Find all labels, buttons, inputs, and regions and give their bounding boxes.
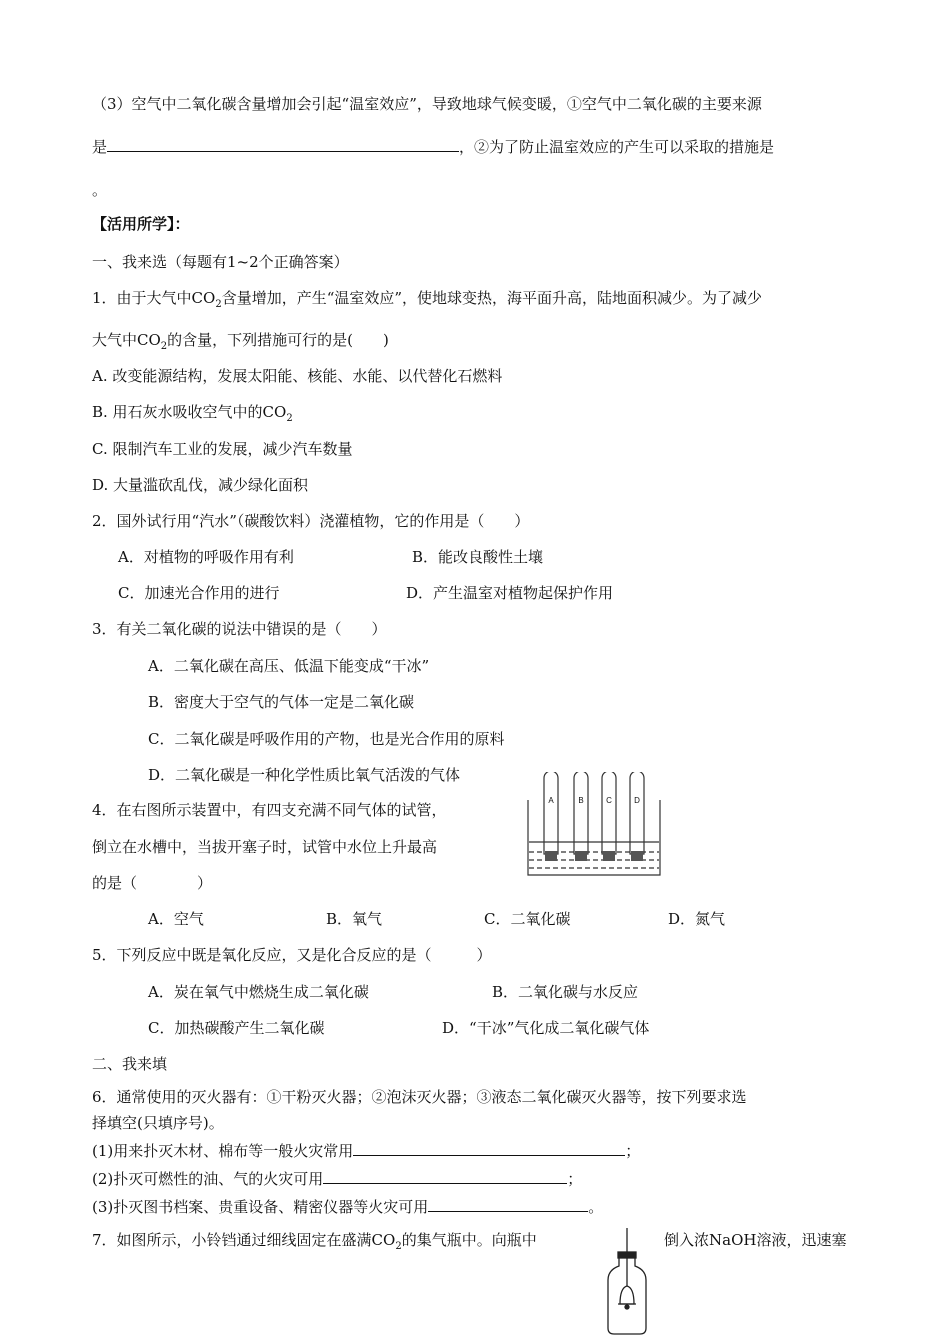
q3-line2: 是 ，②为了防止温室效应的产生可以采取的措施是 (92, 138, 775, 156)
tube-label-a: A (548, 796, 554, 805)
q2-option-c: C．加速光合作用的进行 (118, 584, 280, 602)
q5-stem: 5．下列反应中既是氧化反应，又是化合反应的是（ ） (92, 946, 492, 964)
part1-title: 一、我来选（每题有1~2个正确答案） (92, 253, 349, 271)
q6-line2: 择填空(只填序号)。 (92, 1114, 224, 1132)
q1-option-b: B. 用石灰水吸收空气中的$CO_2$ (92, 403, 293, 424)
q5-option-d: D．“干冰”气化成二氧化碳气体 (442, 1019, 650, 1037)
q4-option-c: C．二氧化碳 (484, 910, 571, 928)
test-tube-apparatus-figure (525, 772, 665, 880)
q5-option-b: B．二氧化碳与水反应 (492, 983, 639, 1001)
q6-line1: 6．通常使用的灭火器有：①干粉灭火器；②泡沫灭火器；③液态二氧化碳灭火器等，按下列要求选 (92, 1088, 747, 1106)
q7-stem-left: 7．如图所示，小铃铛通过细线固定在盛满$CO_2$的集气瓶中。向瓶中 (92, 1231, 537, 1252)
q3m-option-d: D．二氧化碳是一种化学性质比氧气活泼的气体 (148, 766, 461, 784)
bottle-stopper (618, 1252, 636, 1258)
stopper-b (575, 851, 587, 861)
q1-stem-line2: 大气中$CO_2$的含量，下列措施可行的是( ) (92, 331, 389, 352)
q3m-option-c: C．二氧化碳是呼吸作用的产物，也是光合作用的原料 (148, 730, 505, 748)
bell-icon (620, 1286, 634, 1304)
q4-line1: 4．在右图所示装置中，有四支充满不同气体的试管， (92, 801, 447, 819)
section-title: 【活用所学】： (92, 215, 190, 233)
q4-option-b: B．氧气 (326, 910, 383, 928)
q2-option-b: B．能改良酸性土壤 (412, 548, 544, 566)
q3m-option-a: A．二氧化碳在高压、低温下能变成“干冰” (148, 657, 430, 675)
q5-option-c: C．加热碳酸产生二氧化碳 (148, 1019, 325, 1037)
tube-label-b: B (578, 796, 584, 805)
q1-stem-line1: 1．由于大气中$CO_2$含量增加，产生“温室效应”，使地球变热，海平面升高，陆地面积减少。为了减少 (92, 289, 763, 310)
q3-answer-blank[interactable] (107, 137, 459, 152)
part2-title: 二、我来填 (92, 1055, 168, 1073)
q2-stem: 2．国外试行用“汽水”（碳酸饮料）浇灌植物，它的作用是（ ） (92, 512, 530, 530)
q7-stem-right: 倒入浓NaOH溶液，迅速塞 (664, 1231, 847, 1249)
q4-option-d: D．氮气 (668, 910, 726, 928)
stopper-d (631, 851, 643, 861)
water-trough (528, 800, 660, 875)
q1-option-c: C. 限制汽车工业的发展，减少汽车数量 (92, 440, 353, 458)
q3-line1: （3）空气中二氧化碳含量增加会引起“温室效应”，导致地球气候变暖，①空气中二氧化碳的主要来源 (92, 95, 762, 113)
q2-option-a: A．对植物的呼吸作用有利 (118, 548, 294, 566)
q1-option-d: D. 大量滥砍乱伐，减少绿化面积 (92, 476, 309, 494)
q3-line3: 。 (92, 181, 108, 199)
q6-sub3-blank[interactable] (428, 1197, 588, 1212)
q4-line3: 的是（ ） (92, 874, 213, 892)
q4-line2: 倒立在水槽中，当拔开塞子时，试管中水位上升最高 (92, 838, 438, 856)
q1-option-a: A. 改变能源结构，发展太阳能、核能、水能、以代替化石燃料 (92, 367, 503, 385)
stopper-a (545, 851, 557, 861)
q2-option-d: D．产生温室对植物起保护作用 (406, 584, 614, 602)
q3m-option-b: B．密度大于空气的气体一定是二氧化碳 (148, 693, 415, 711)
tube-label-c: C (606, 796, 612, 805)
tube-label-d: D (634, 796, 640, 805)
q4-option-a: A．空气 (148, 910, 204, 928)
q6-sub3: (3)扑灭图书档案、贵重设备、精密仪器等火灾可用 。 (92, 1198, 604, 1216)
gas-bottle-bell-figure (604, 1226, 650, 1338)
q6-sub1: (1)用来扑灭木材、棉布等一般火灾常用 ； (92, 1142, 641, 1160)
q5-option-a: A．炭在氧气中燃烧生成二氧化碳 (148, 983, 369, 1001)
q3m-stem: 3．有关二氧化碳的说法中错误的是（ ） (92, 620, 387, 638)
q6-sub1-blank[interactable] (353, 1141, 625, 1156)
stopper-c (603, 851, 615, 861)
q6-sub2: (2)扑灭可燃性的油、气的火灾可用 ； (92, 1170, 583, 1188)
q6-sub2-blank[interactable] (323, 1169, 567, 1184)
